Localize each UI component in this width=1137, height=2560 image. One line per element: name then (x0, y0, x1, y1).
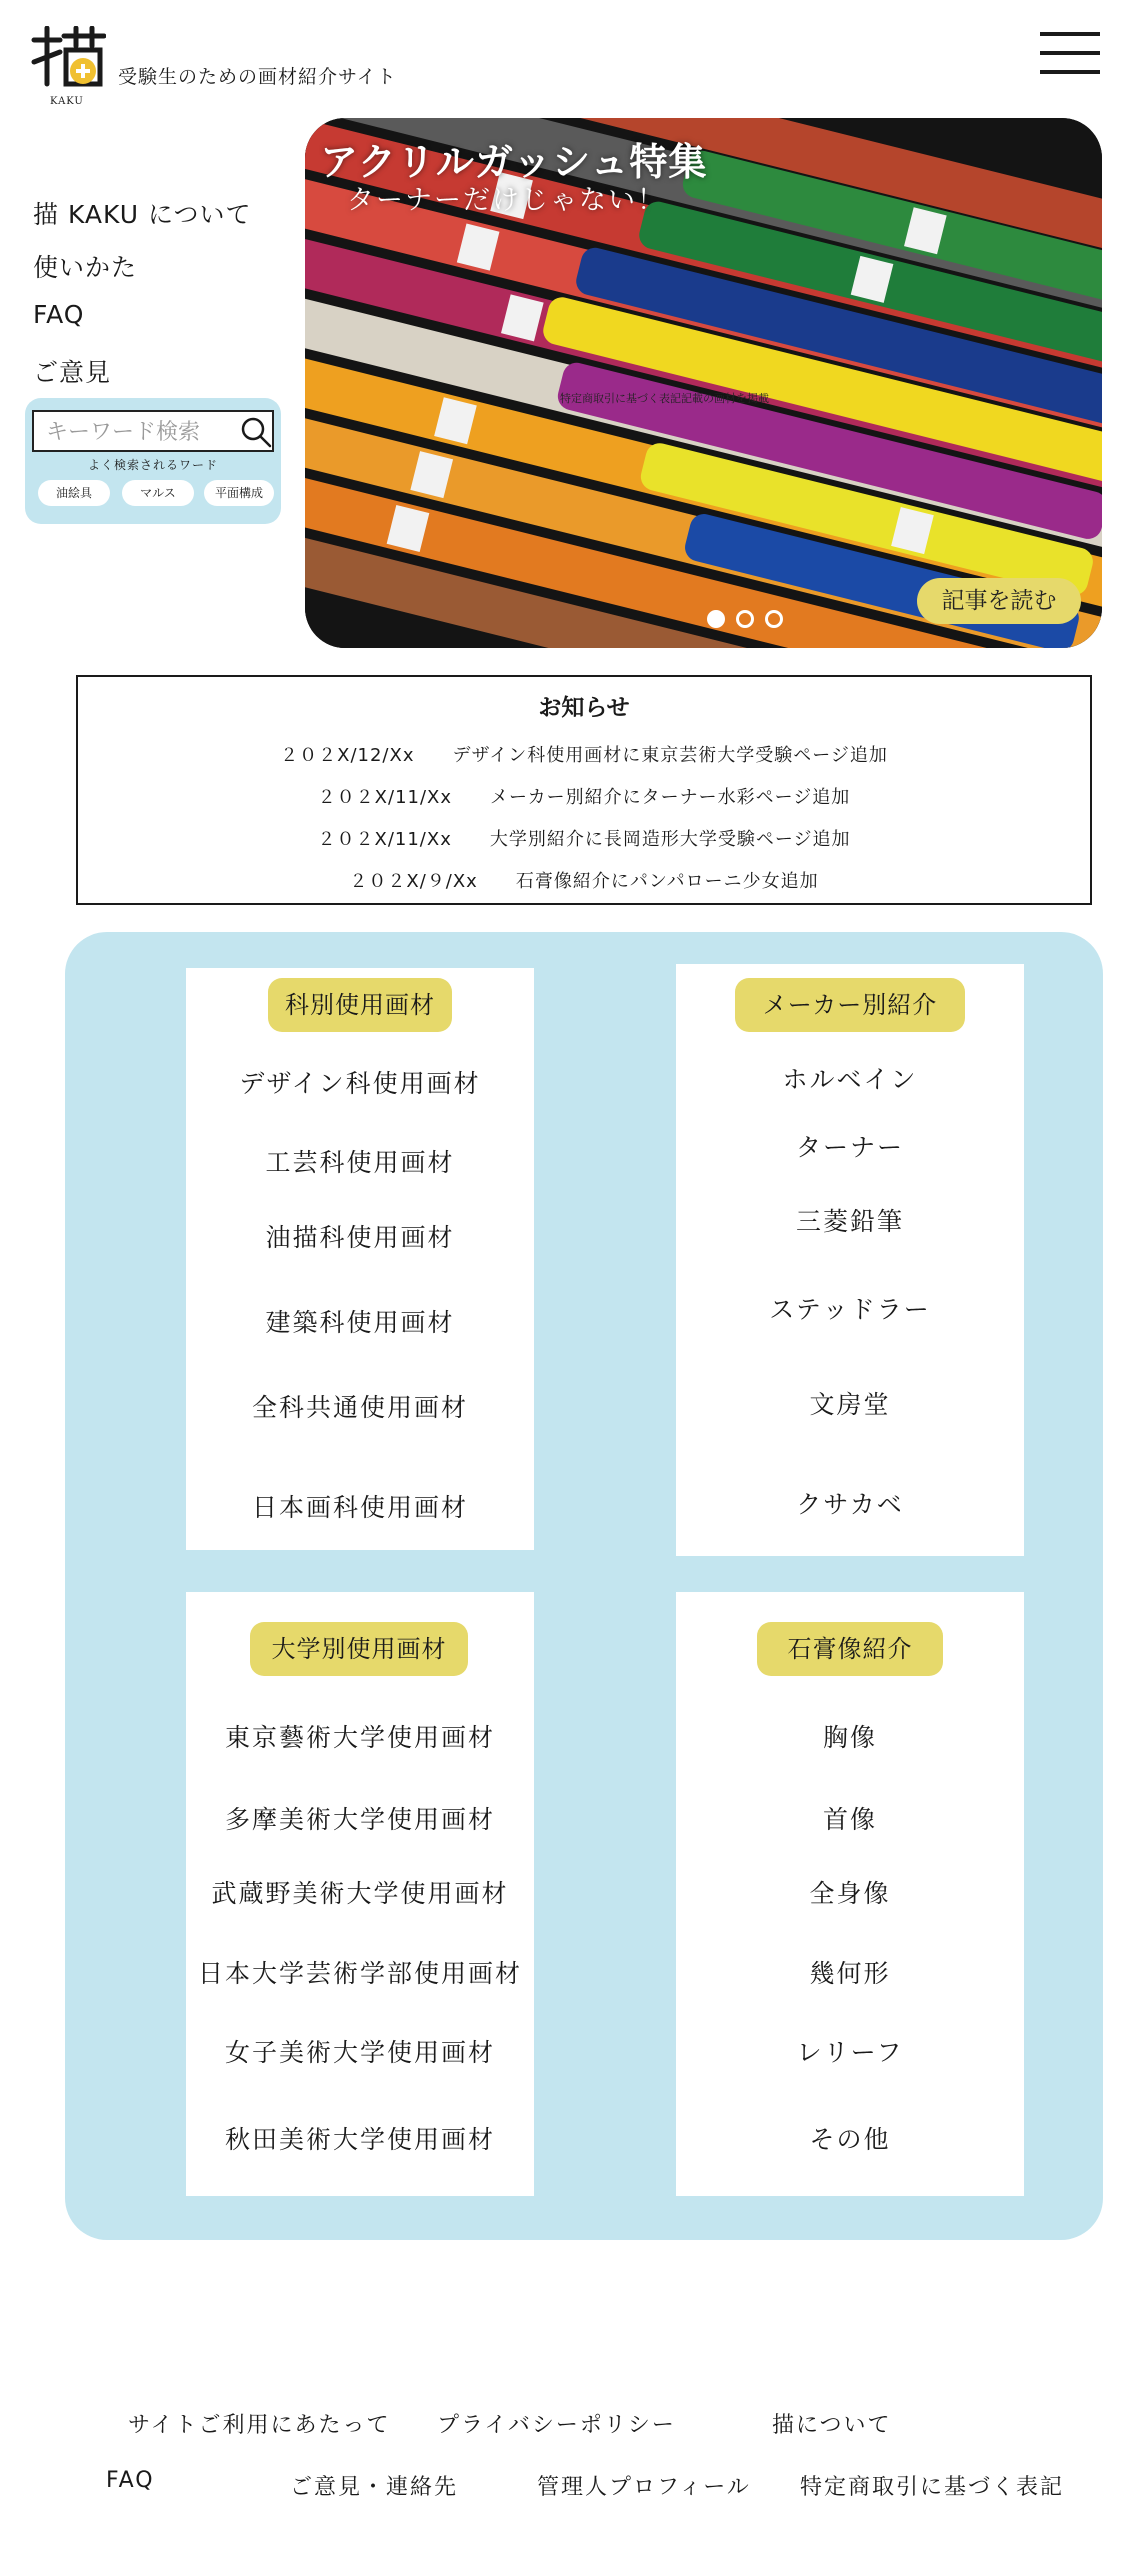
department-card (186, 968, 534, 1550)
department-title: 科別使用画材 (268, 978, 452, 1032)
notice-date: ２０２X/12/Xx (280, 745, 415, 766)
footer-faq[interactable]: FAQ (106, 2468, 155, 2493)
link-nichigei[interactable]: 日本大学芸術学部使用画材 (197, 1959, 522, 1988)
carousel-dot-2[interactable] (736, 610, 754, 628)
link-turner[interactable]: ターナー (795, 1133, 904, 1162)
link-staedtler[interactable]: ステッドラー (769, 1295, 931, 1324)
logo-wordmark: KAKU (50, 96, 84, 107)
footer-admin-profile[interactable]: 管理人プロフィール (537, 2475, 751, 2500)
notice-text: 大学別紹介に長岡造形大学受験ページ追加 (489, 829, 851, 850)
link-head[interactable]: 首像 (822, 1805, 877, 1834)
nav-how-to-use[interactable]: 使いかた (33, 253, 138, 282)
footer-privacy[interactable]: プライバシーポリシー (437, 2413, 676, 2438)
notices-title: お知らせ (538, 694, 630, 721)
notices-box (76, 675, 1092, 905)
link-akita[interactable]: 秋田美術大学使用画材 (224, 2125, 495, 2154)
hamburger-menu-icon[interactable] (1040, 30, 1100, 78)
menu-bar (1040, 51, 1100, 55)
notice-date: ２０２X/11/Xx (317, 829, 452, 850)
footer-contact[interactable]: ご意見・連絡先 (290, 2475, 459, 2500)
search-chip-oil-paint[interactable]: 油絵具 (38, 480, 110, 506)
site-tagline: 受験生のための画材紹介サイト (118, 66, 397, 88)
footer-legal[interactable]: 特定商取引に基づく表記 (800, 2475, 1065, 2500)
hero-title: アクリルガッシュ特集 (320, 140, 708, 184)
link-other[interactable]: その他 (809, 2125, 891, 2154)
link-mitsubishi[interactable]: 三菱鉛筆 (795, 1207, 904, 1236)
notice-text: デザイン科使用画材に東京芸術大学受験ページ追加 (452, 745, 888, 766)
search-chip-mars[interactable]: マルス (122, 480, 194, 506)
link-architecture[interactable]: 建築科使用画材 (265, 1308, 455, 1337)
link-bust[interactable]: 胸像 (822, 1723, 877, 1752)
notice-text: メーカー別紹介にターナー水彩ページ追加 (490, 787, 851, 808)
nav-about[interactable]: 描 KAKU について (33, 200, 252, 229)
link-relief[interactable]: レリーフ (796, 2038, 904, 2067)
frequent-search-label: よく検索されるワード (87, 458, 218, 472)
link-kusakabe[interactable]: クサカベ (796, 1490, 904, 1519)
hero-banner[interactable] (305, 118, 1102, 648)
footer-about[interactable]: 描について (772, 2413, 892, 2438)
plaster-title: 石膏像紹介 (757, 1622, 943, 1676)
link-oil[interactable]: 油描科使用画材 (265, 1223, 455, 1252)
search-input[interactable] (44, 417, 228, 447)
link-geidai[interactable]: 東京藝術大学使用画材 (224, 1723, 495, 1752)
maker-title: メーカー別紹介 (735, 978, 965, 1032)
notice-item[interactable] (78, 783, 1090, 809)
link-geometric[interactable]: 幾何形 (809, 1959, 891, 1988)
notice-item[interactable] (78, 867, 1090, 893)
hero-subtitle: ターナーだけじゃない！ (347, 185, 666, 216)
link-craft[interactable]: 工芸科使用画材 (265, 1148, 455, 1177)
search-chip-composition[interactable]: 平面構成 (204, 480, 274, 506)
hero-caption: 特定商取引に基づく表記記載の画材を掲載 (560, 392, 769, 405)
notice-text: 石膏像紹介にパンパローニ少女追加 (515, 871, 819, 892)
nav-feedback[interactable]: ご意見 (33, 358, 112, 387)
notice-item[interactable] (78, 825, 1090, 851)
link-nihonga[interactable]: 日本画科使用画材 (251, 1493, 468, 1522)
link-holbein[interactable]: ホルベイン (782, 1065, 918, 1094)
menu-bar (1040, 70, 1100, 74)
search-icon[interactable] (240, 416, 272, 448)
menu-bar (1040, 32, 1100, 36)
carousel-dot-3[interactable] (765, 610, 783, 628)
maker-card (676, 964, 1024, 1556)
footer-terms[interactable]: サイトご利用にあたって (128, 2413, 391, 2438)
link-common[interactable]: 全科共通使用画材 (251, 1393, 468, 1422)
link-design[interactable]: デザイン科使用画材 (239, 1069, 481, 1098)
carousel-dot-1[interactable] (707, 610, 725, 628)
link-tamabi[interactable]: 多摩美術大学使用画材 (224, 1805, 495, 1834)
link-full-body[interactable]: 全身像 (809, 1879, 891, 1908)
university-title: 大学別使用画材 (250, 1622, 468, 1676)
link-musabi[interactable]: 武蔵野美術大学使用画材 (211, 1879, 509, 1908)
notice-date: ２０２X/11/Xx (317, 787, 453, 808)
link-bumpodo[interactable]: 文房堂 (809, 1390, 891, 1419)
nav-faq[interactable]: FAQ (33, 300, 85, 329)
search-box[interactable] (32, 410, 274, 452)
notice-item[interactable] (78, 741, 1090, 767)
notice-date: ２０２X/９/Xx (349, 871, 478, 892)
link-joshibi[interactable]: 女子美術大学使用画材 (224, 2038, 495, 2067)
read-article-button[interactable]: 記事を読む (917, 578, 1081, 624)
